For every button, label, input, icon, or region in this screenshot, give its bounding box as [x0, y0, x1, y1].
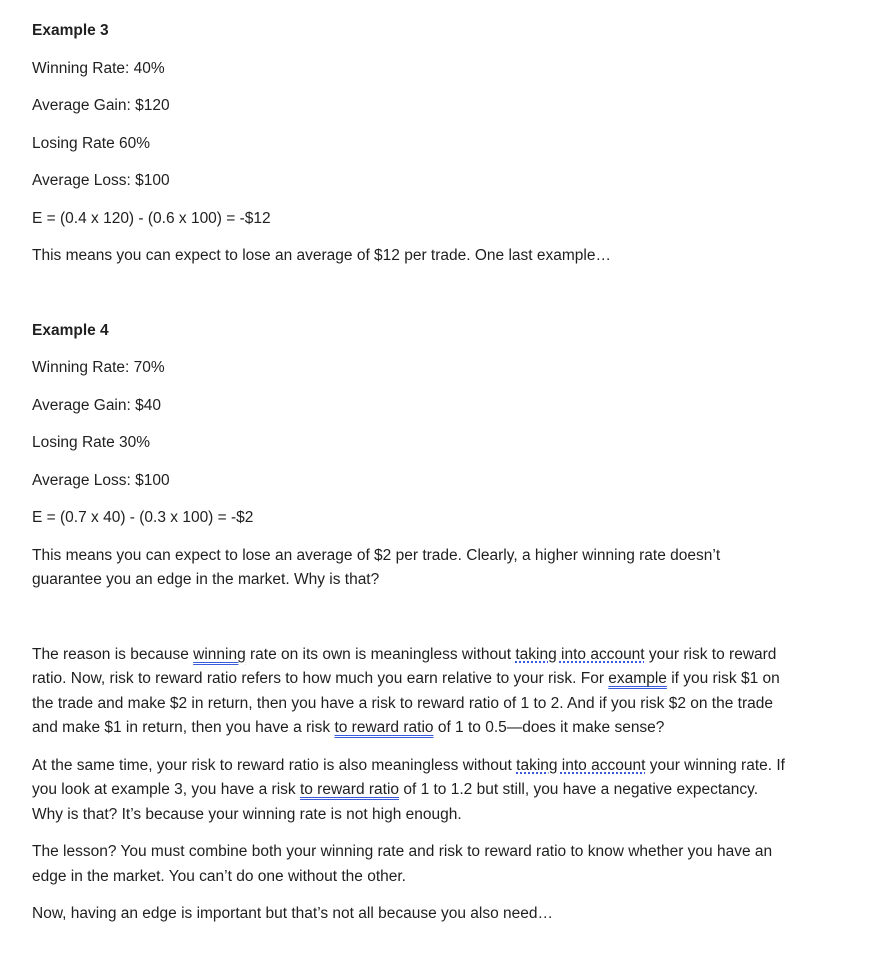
example-3-winning-rate: Winning Rate: 40% [32, 59, 165, 77]
same-time-text-3: of 1 to 1.2 but still, you have a negative expectancy. Why is that? It’s because your winning rate is not high enough. [32, 781, 759, 823]
example-4-winning-rate: Winning Rate: 70% [32, 359, 165, 376]
proofing-mark-taking-into-account[interactable]: taking into account [515, 645, 645, 663]
reason-text-4: if you risk $1 on the trade and make $2 in return, then you have a risk to reward ratio of 1 to 2. And if you risk $2 on the trade and make $1 in return, then you have a risk [32, 670, 780, 736]
final-paragraph: Now, having an edge is important but that’s not all because you also need… [32, 905, 554, 922]
example-3-formula: E = (0.4 x 120) - (0.6 x 100) = -$12 [32, 209, 271, 227]
example-4-heading: Example 4 [32, 321, 109, 339]
example-3-losing-rate: Losing Rate 60% [32, 134, 151, 152]
proofing-mark-taking-into-account-2[interactable]: taking into account [516, 756, 646, 774]
reason-text-3: your risk to reward ratio. Now, risk to reward ratio refers to how much you earn relative to your risk. For [32, 645, 777, 687]
reason-text-2: rate on its own is meaningless without [245, 645, 516, 663]
example-4-losing-rate: Losing Rate 30% [32, 434, 151, 451]
lesson-paragraph: The lesson? You must combine both your winning rate and risk to reward ratio to know whether you have an edge in the market. You can’t do one without the other. [32, 843, 773, 885]
example-3-conclusion: This means you can expect to lose an average of $12 per trade. One last example… [32, 247, 611, 264]
proofing-mark-to-reward-ratio-2[interactable]: to reward ratio [299, 781, 400, 798]
example-4-average-gain: Average Gain: $40 [32, 396, 161, 414]
example-4-conclusion: This means you can expect to lose an average of $2 per trade. Clearly, a higher winning rate doesn’t guarantee you an edge in the market. Why is that? [32, 546, 721, 588]
reason-text-5: of 1 to 0.5—does it make sense? [433, 719, 665, 736]
example-3-heading: Example 3 [32, 22, 109, 39]
example-3-average-loss: Average Loss: $100 [32, 172, 170, 189]
reason-paragraph [32, 643, 792, 741]
same-time-paragraph [32, 754, 792, 828]
proofing-mark-example[interactable]: example [608, 670, 667, 687]
same-time-text-1: At the same time, your risk to reward ratio is also meaningless without [32, 756, 517, 774]
example-4-average-loss: Average Loss: $100 [32, 471, 170, 489]
proofing-mark-winning[interactable]: winning [193, 645, 246, 663]
reason-text-1: The reason is because [32, 645, 194, 663]
example-4-formula: E = (0.7 x 40) - (0.3 x 100) = -$2 [32, 509, 254, 526]
proofing-mark-to-reward-ratio[interactable]: to reward ratio [334, 719, 434, 736]
example-3-average-gain: Average Gain: $120 [32, 97, 170, 114]
same-time-text-2: your winning rate. If you look at example 3, you have a risk [32, 756, 785, 798]
